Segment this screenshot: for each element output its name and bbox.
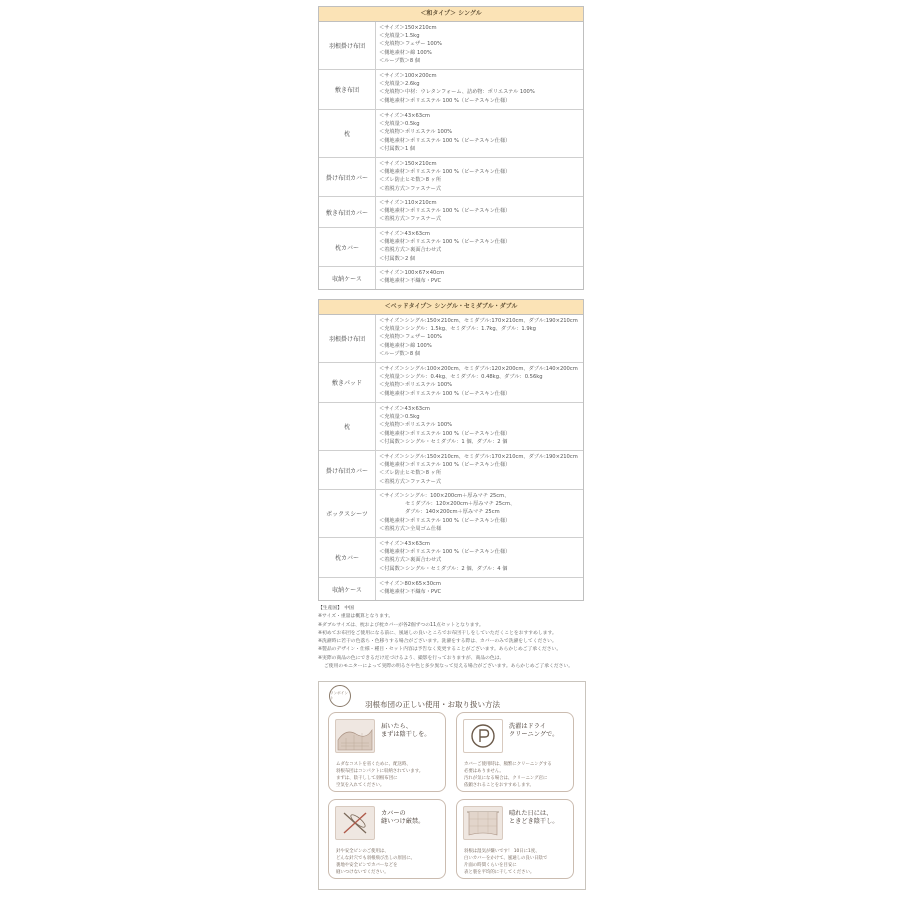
- row-details: [376, 315, 583, 362]
- row-details: [376, 363, 583, 402]
- detail-line: ＜サイズ＞シングル:150×210cm、セミダブル:170×210cm、ダブル:190×210cm: [379, 454, 578, 460]
- table-row: [319, 110, 583, 158]
- row-label: ボックスシーツ: [319, 490, 376, 537]
- row-details: [376, 228, 583, 266]
- note-line: ※洗濯時に若干の色落ち・色移りする場合がございます。洗濯をする際は、カバーのみで洗濯をしてください。: [318, 639, 557, 645]
- detail-line: ＜着脱方式＞全周ゴム仕様: [379, 525, 442, 532]
- row-label: 掛け布団カバー: [319, 158, 376, 196]
- detail-line: ＜側地素材＞ポリエステル 100 %（ピーチスキン仕様）: [379, 208, 511, 215]
- table-row: [319, 228, 583, 267]
- table-row: [319, 158, 583, 197]
- row-details: [376, 538, 583, 577]
- row-label: 枕カバー: [319, 228, 376, 266]
- table-row: [319, 22, 583, 70]
- care-heading: 晴れた日には、 ときどき陰干し。: [509, 810, 559, 825]
- notes: [318, 605, 588, 671]
- detail-line: ＜着脱方式＞ファスナー式: [379, 216, 442, 223]
- care-body: ムダなコストを省くために、配送時、 羽根布団はコンパクトに収納されています。 まずは、陰干しして羽根布団に 空気を入れてください。: [336, 762, 424, 788]
- one-point-badge: ワンポイント: [329, 685, 351, 707]
- care-box-sun-dry: [456, 799, 574, 879]
- detail-line: ＜着脱方式＞ファスナー式: [379, 478, 442, 485]
- spec-table-wa: [318, 6, 584, 290]
- detail-line: ＜側地素材＞綿 100%: [379, 49, 432, 56]
- row-label: 枕カバー: [319, 538, 376, 577]
- detail-line: ダブル：140×200cm＋厚みマチ 25cm: [379, 509, 500, 516]
- care-heading: カバーの 縫いつけ厳禁。: [381, 810, 425, 825]
- detail-line: ＜充填量＞シングル：0.4kg、セミダブル：0.48kg、ダブル：0.56kg: [379, 374, 543, 381]
- table-row: [319, 315, 583, 363]
- note-line: ※実際の商品の色にできるだけ近づけるよう、撮影を行っておりますが、商品の色は、: [318, 655, 505, 661]
- row-label: 羽根掛け布団: [319, 315, 376, 362]
- row-details: [376, 158, 583, 196]
- detail-line: ＜ズレ防止ヒモ数＞8 ヶ所: [379, 470, 442, 477]
- row-details: [376, 110, 583, 157]
- detail-line: ＜側地素材＞ポリエステル 100 %（ピーチスキン仕様）: [379, 462, 511, 469]
- detail-line: ＜付属数＞2 個: [379, 255, 416, 262]
- detail-line: ＜側地素材＞ポリエステル 100 %（ピーチスキン仕様）: [379, 239, 511, 246]
- detail-line: ＜サイズ＞43×63cm: [379, 113, 430, 119]
- row-label: 掛け布団カバー: [319, 451, 376, 489]
- row-details: [376, 403, 583, 450]
- detail-line: ＜側地素材＞不織布・PVC: [379, 278, 442, 285]
- row-details: [376, 578, 583, 600]
- detail-line: ＜側地素材＞不織布・PVC: [379, 589, 442, 596]
- table-row: [319, 70, 583, 110]
- detail-line: ＜着脱方式＞裏面合わせ式: [379, 557, 442, 564]
- detail-line: ＜側地素材＞ポリエステル 100 %（ピーチスキン仕様）: [379, 137, 511, 144]
- detail-line: ＜側地素材＞ポリエステル 100 %（ピーチスキン仕様）: [379, 549, 511, 556]
- detail-line: ＜充填物＞フェザー 100%: [379, 334, 442, 341]
- detail-line: ＜側地素材＞ポリエステル 100 %（ピーチスキン仕様）: [379, 169, 511, 176]
- row-details: [376, 451, 583, 489]
- quilt-icon: [335, 719, 375, 753]
- detail-line: ＜サイズ＞シングル：100×200cm＋厚みマチ 25cm、: [379, 493, 510, 499]
- care-body: カバーご使用時は、頻繁にクリーニングする 必要はありません。 汚れが気になる場合は、クリーニング店に 依頼されることをおすすめします。: [464, 762, 552, 788]
- detail-line: ＜側地素材＞ポリエステル 100 %（ピーチスキン仕様）: [379, 390, 511, 397]
- row-details: [376, 267, 583, 289]
- detail-line: ＜着脱方式＞ファスナー式: [379, 185, 442, 192]
- no-pin-icon: [335, 806, 375, 840]
- sun-dry-icon: [463, 806, 503, 840]
- detail-line: ＜充填量＞1.5kg: [379, 33, 420, 40]
- detail-line: ＜サイズ＞シングル:150×210cm、セミダブル:170×210cm、ダブル:190×210cm: [379, 318, 578, 324]
- detail-line: ＜充填量＞0.5kg: [379, 414, 420, 421]
- row-details: [376, 490, 583, 537]
- detail-line: ＜充填量＞シングル：1.5kg、セミダブル：1.7kg、ダブル：1.9kg: [379, 326, 536, 333]
- detail-line: ＜サイズ＞43×63cm: [379, 541, 430, 547]
- row-label: 羽根掛け布団: [319, 22, 376, 69]
- care-title: 羽根布団の正しい使用・お取り扱い方法: [365, 700, 500, 709]
- note-line: ご使用のモニターによって実際の明るさや色と多少異なって見える場合がございます。あらかじめご了承ください。: [324, 664, 574, 670]
- row-label: 枕: [319, 110, 376, 157]
- table-row: [319, 578, 583, 600]
- detail-line: ＜付属数＞1 個: [379, 145, 416, 152]
- note-line: ※サイズ・重量は概算となります。: [318, 614, 394, 620]
- detail-line: ＜サイズ＞150×210cm: [379, 25, 437, 31]
- table-row: [319, 403, 583, 451]
- detail-line: ＜充填物＞ポリエステル 100%: [379, 129, 453, 136]
- care-body: 羽根は湿気が嫌いです！ 10日に1度、 白いカバーをかけて、風通しの良い日陰で 片面の時間くらいを目安に 表と裏を平均的に干してください。: [464, 849, 548, 875]
- detail-line: ＜充填量＞2.6kg: [379, 81, 420, 88]
- detail-line: ＜サイズ＞100×200cm: [379, 73, 437, 79]
- detail-line: ＜サイズ＞110×210cm: [379, 200, 437, 206]
- dry-clean-icon: [463, 719, 503, 753]
- detail-line: ＜ズレ防止ヒモ数＞8 ヶ所: [379, 177, 442, 184]
- detail-line: ＜充填物＞ポリエステル 100%: [379, 422, 453, 429]
- detail-line: ＜サイズ＞80×65×30cm: [379, 581, 441, 587]
- row-details: [376, 22, 583, 69]
- spec-table-bed: [318, 299, 584, 601]
- origin-note: 【生産国】 中国: [318, 606, 354, 611]
- note-line: ※ダブルサイズは、枕および枕カバーが各2個ずつの11点セットとなります。: [318, 622, 484, 628]
- detail-line: ＜サイズ＞43×63cm: [379, 231, 430, 237]
- table-row: [319, 538, 583, 578]
- detail-line: ＜付属数＞シングル・セミダブル：2 個、ダブル：4 個: [379, 565, 508, 572]
- table-row: [319, 197, 583, 228]
- row-label: 収納ケース: [319, 267, 376, 289]
- table-title: ＜ベッドタイプ＞ シングル・セミダブル・ダブル: [319, 300, 583, 315]
- detail-line: ＜側地素材＞ポリエステル 100 %（ピーチスキン仕様）: [379, 430, 511, 437]
- detail-line: ＜サイズ＞シングル:100×200cm、セミダブル:120×200cm、ダブル:140×200cm: [379, 366, 578, 372]
- detail-line: ＜充填量＞0.5kg: [379, 121, 420, 128]
- detail-line: ＜サイズ＞43×63cm: [379, 406, 430, 412]
- detail-line: ＜充填物＞中材：ウレタンフォーム、詰め物：ポリエステル 100%: [379, 89, 535, 96]
- detail-line: セミダブル：120×200cm＋厚みマチ 25cm、: [379, 501, 516, 508]
- care-heading: 届いたら、 まずは陰干しを。: [381, 723, 431, 738]
- detail-line: ＜サイズ＞150×210cm: [379, 161, 437, 167]
- detail-line: ＜ループ数＞8 個: [379, 57, 421, 64]
- row-label: 敷きパッド: [319, 363, 376, 402]
- detail-line: ＜側地素材＞ポリエステル 100 %（ピーチスキン仕様）: [379, 97, 511, 104]
- row-label: 枕: [319, 403, 376, 450]
- note-line: ※初めてお布団をご使用になる前に、風通しの良いところでお布団干しをしていただくことをおすすめします。: [318, 630, 557, 636]
- table-row: [319, 267, 583, 289]
- row-details: [376, 70, 583, 109]
- detail-line: ＜充填物＞フェザー 100%: [379, 41, 442, 48]
- care-heading: 洗濯はドライ クリーニングで。: [509, 723, 559, 738]
- care-body: 針や安全ピンのご使用は、 どんな針穴でも羽根飛び出しの原因に。 裏地や安全ピンでカバーなどを 縫いつけないでください。: [336, 849, 416, 875]
- detail-line: ＜サイズ＞100×67×40cm: [379, 270, 445, 276]
- table-row: [319, 451, 583, 490]
- row-label: 敷き布団カバー: [319, 197, 376, 227]
- care-box-airing: [328, 712, 446, 792]
- table-row: [319, 490, 583, 538]
- care-box-no-sewing: [328, 799, 446, 879]
- detail-line: ＜着脱方式＞裏面合わせ式: [379, 247, 442, 254]
- note-line: ※製品のデザイン・仕様・種目・セット内容は予告なく変更することがございます。あらかじめご了承ください。: [318, 647, 562, 653]
- care-box-dry-clean: [456, 712, 574, 792]
- detail-line: ＜充填物＞ポリエステル 100%: [379, 382, 453, 389]
- detail-line: ＜付属数＞シングル・セミダブル：1 個、ダブル：2 個: [379, 438, 508, 445]
- care-panel: [318, 681, 586, 890]
- table-row: [319, 363, 583, 403]
- row-label: 収納ケース: [319, 578, 376, 600]
- detail-line: ＜側地素材＞綿 100%: [379, 342, 432, 349]
- row-details: [376, 197, 583, 227]
- row-label: 敷き布団: [319, 70, 376, 109]
- table-title: ＜和タイプ＞ シングル: [319, 7, 583, 22]
- detail-line: ＜ループ数＞8 個: [379, 350, 421, 357]
- detail-line: ＜側地素材＞ポリエステル 100 %（ピーチスキン仕様）: [379, 517, 511, 524]
